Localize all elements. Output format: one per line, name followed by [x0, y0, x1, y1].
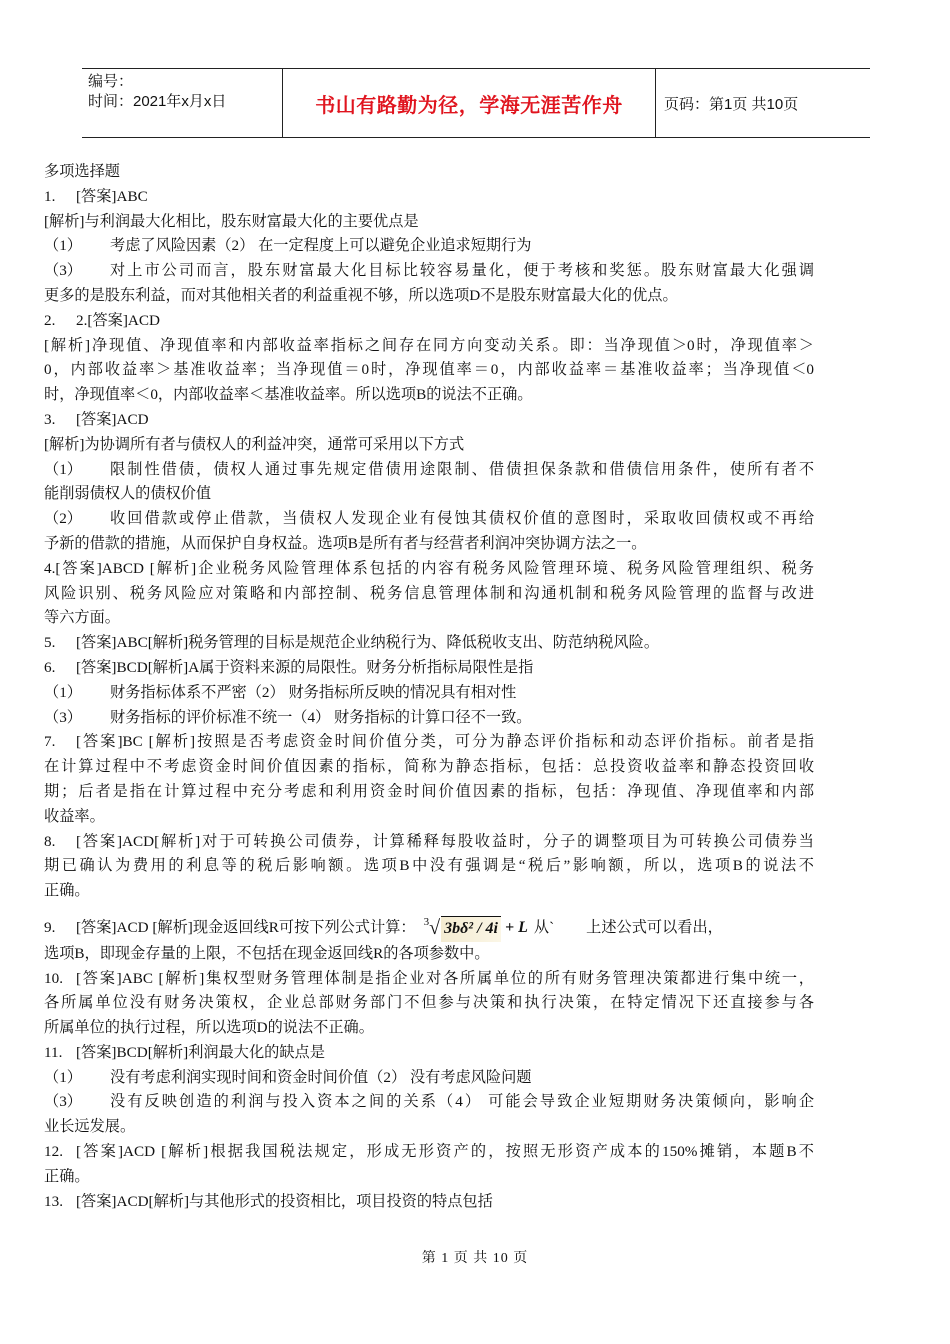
text-line: 所属单位的执行过程，所以选项D的说法不正确。 — [44, 1019, 374, 1037]
text-line: （1） 没有考虑利润实现时间和资金时间价值（2） 没有考虑风险问题 — [44, 1068, 532, 1086]
answer-4: 4.[答案]ABCD [解析]企业税务风险管理体系包括的内容有税务风险管理环境、税务风险管理组织、税务 — [44, 559, 814, 577]
answer-2: 2. 2.[答案]ACD — [44, 311, 160, 329]
header-page-info: 页码：第1页 共10页 — [664, 95, 799, 113]
page-footer: 第 1 页 共 10 页 — [421, 1251, 529, 1266]
text-line: 正确。 — [44, 1167, 90, 1185]
text-line: 期已确认为费用的利息等的税后影响额。选项B中没有强调是“税后”影响额，所以，选项B的说法不 — [44, 857, 814, 875]
text-line: 能削弱债权人的债权价值 — [44, 485, 212, 503]
text-line: （3） 对上市公司而言，股东财富最大化目标比较容易量化，便于考核和奖惩。股东财富最大化强调 — [44, 262, 814, 280]
cash-return-formula: 3 √ 3bδ² / 4i + L — [424, 916, 528, 942]
text-line: 期；后者是指在计算过程中充分考虑和利用资金时间价值因素的指标，包括：净现值、净现值率和内部 — [44, 782, 814, 800]
number-label: 编号： — [88, 73, 134, 90]
text-line: 选项B，即现金存量的上限，不包括在现金返回线R的各项参数中。 — [44, 944, 490, 962]
text-line: 各所属单位没有财务决策权，企业总部财务部门不但参与决策和执行决策，在特定情况下还直接参与各 — [44, 994, 814, 1012]
answer-3: 3. [答案]ACD — [44, 410, 149, 428]
document-body — [44, 160, 814, 1214]
answer-10: 10. [答案]ABC [解析]集权型财务管理体制是指企业对各所属单位的所有财务管理决策都进行集中统一， — [44, 969, 814, 987]
text-line: [解析]与利润最大化相比，股东财富最大化的主要优点是 — [44, 212, 419, 230]
answer-8: 8. [答案]ACD[解析]对于可转换公司债券，计算稀释每股收益时，分子的调整项目为可转换公司债券当 — [44, 832, 814, 850]
text-line: （1） 限制性借债，债权人通过事先规定借债用途限制、借债担保条款和借债信用条件，使所有者不 — [44, 460, 814, 478]
text-line: 风险识别、税务风险应对策略和内部控制、税务信息管理体制和沟通机制和税务风险管理的监督与改进 — [44, 584, 814, 602]
text-line: （3） 没有反映创造的利润与投入资本之间的关系（4） 可能会导致企业短期财务决策倾向，影响企 — [44, 1093, 814, 1111]
text-line: （2） 收回借款或停止借款，当债权人发现企业有侵蚀其债权价值的意图时，采取收回债权或不再给 — [44, 510, 814, 528]
section-title: 多项选择题 — [44, 163, 120, 180]
text-line: 正确。 — [44, 882, 90, 900]
text-line: 在计算过程中不考虑资金时间价值因素的指标，简称为静态指标，包括：总投资收益率和静态投资回收 — [44, 758, 814, 776]
text-line: [解析]为协调所有者与债权人的利益冲突，通常可采用以下方式 — [44, 435, 465, 453]
text-line: （1） 财务指标体系不严密（2） 财务指标所反映的情况具有相对性 — [44, 683, 517, 701]
text-line: 更多的是股东利益，而对其他相关者的利益重视不够，所以选项D不是股东财富最大化的优点。 — [44, 286, 678, 304]
text-line: 业长远发展。 — [44, 1118, 136, 1136]
text-line: 收益率。 — [44, 807, 105, 825]
answer-13: 13. [答案]ACD[解析]与其他形式的投资相比，项目投资的特点包括 — [44, 1192, 493, 1210]
answer-9: 9. [答案]ACD [解析]现金返回线R可按下列公式计算： 3 √ 3bδ² / 4i + L 从` 上述公式可以看出， — [44, 916, 814, 942]
text-line: 0，内部收益率＞基准收益率；当净现值＝0时，净现值率＝0，内部收益率＝基准收益率；当净现值＜0 — [44, 361, 814, 379]
document-header — [82, 68, 870, 138]
answer-5: 5. [答案]ABC[解析]税务管理的目标是规范企业纳税行为、降低税收支出、防范纳税风险。 — [44, 634, 660, 652]
time-label: 时间：2021年x月x日 — [88, 93, 227, 110]
text-line: 等六方面。 — [44, 609, 120, 627]
answer-12: 12. [答案]ACD [解析]根据我国税法规定，形成无形资产的，按照无形资产成本的150%摊销，本题B不 — [44, 1143, 814, 1161]
answer-11: 11. [答案]BCD[解析]利润最大化的缺点是 — [44, 1043, 325, 1061]
answer-1: 1. [答案]ABC — [44, 187, 148, 205]
text-line: 时，净现值率＜0，内部收益率＜基准收益率。所以选项B的说法不正确。 — [44, 386, 533, 404]
text-line: 予新的借款的措施，从而保护自身权益。选项B是所有者与经营者利润冲突协调方法之一。 — [44, 534, 647, 552]
header-meta — [82, 69, 282, 137]
text-line: （1） 考虑了风险因素（2） 在一定程度上可以避免企业追求短期行为 — [44, 237, 532, 255]
text-line: （3） 财务指标的评价标准不统一（4） 财务指标的计算口径不一致。 — [44, 708, 532, 726]
answer-6: 6. [答案]BCD[解析]A属于资料来源的局限性。财务分析指标局限性是指 — [44, 658, 534, 676]
header-motto: 书山有路勤为径，学海无涯苦作舟 — [282, 69, 656, 137]
answer-7: 7. [答案]BC [解析]按照是否考虑资金时间价值分类，可分为静态评价指标和动态评价指标。前者是指 — [44, 733, 814, 751]
text-line: [解析]净现值、净现值率和内部收益率指标之间存在同方向变动关系。即：当净现值＞0时，净现值率＞ — [44, 336, 814, 354]
